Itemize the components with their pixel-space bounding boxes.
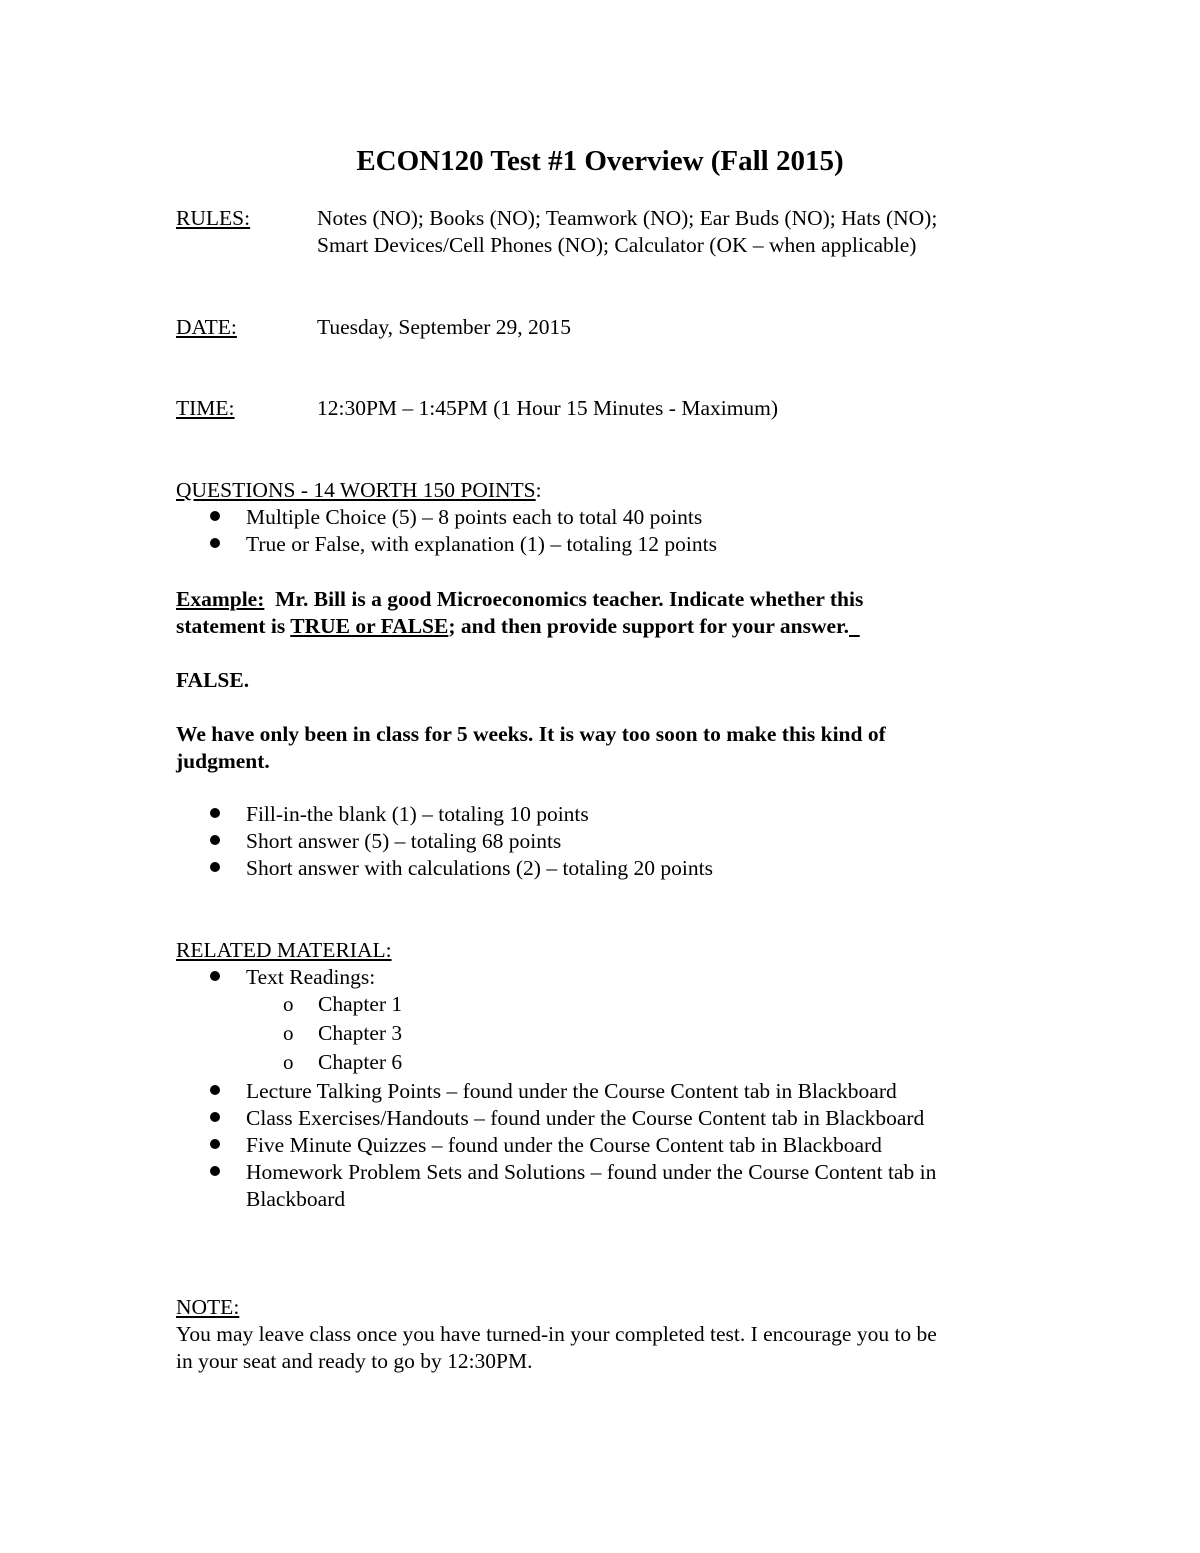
example-explanation-line-2: judgment. [176,749,270,773]
chapter-item: Chapter 3 [318,1021,403,1045]
related-item: Five Minute Quizzes – found under the Course Content tab in Blackboard [246,1133,882,1157]
bullet-icon [210,808,220,818]
note-heading: NOTE: [176,1295,240,1319]
questions-heading: QUESTIONS - 14 WORTH 150 POINTS: [176,478,542,502]
note-line-1: You may leave class once you have turned-in your completed test. I encourage you to be [176,1322,937,1346]
time-label: TIME: [176,396,235,420]
bullet-icon [210,1085,220,1095]
question-item: Short answer with calculations (2) – totaling 20 points [246,856,713,880]
rules-line-1: Notes (NO); Books (NO); Teamwork (NO); Ear Buds (NO); Hats (NO); [317,206,938,230]
related-item: Homework Problem Sets and Solutions – found under the Course Content tab in [246,1160,937,1184]
example-label: Example: [176,587,265,611]
related-item-text-readings: Text Readings: [246,965,376,989]
question-item: Multiple Choice (5) – 8 points each to total 40 points [246,505,703,529]
page-title: ECON120 Test #1 Overview (Fall 2015) [356,145,844,177]
question-item: Fill-in-the blank (1) – totaling 10 points [246,802,589,826]
date-value: Tuesday, September 29, 2015 [317,315,572,339]
chapter-item: Chapter 6 [318,1050,403,1074]
example-answer: FALSE. [176,668,250,692]
circle-bullet-icon: o [283,1021,294,1045]
chapter-item: Chapter 1 [318,992,403,1016]
related-item: Lecture Talking Points – found under the Course Content tab in Blackboard [246,1079,897,1103]
note-line-2: in your seat and ready to go by 12:30PM. [176,1349,533,1373]
bullet-icon [210,538,220,548]
rules-label: RULES: [176,206,251,230]
bullet-icon [210,835,220,845]
example-line-2: statement is TRUE or FALSE; and then provide support for your answer. [176,614,849,638]
rules-line-2: Smart Devices/Cell Phones (NO); Calculator (OK – when applicable) [317,233,917,257]
bullet-icon [210,1139,220,1149]
question-item: True or False, with explanation (1) – totaling 12 points [246,532,717,556]
question-item: Short answer (5) – totaling 68 points [246,829,562,853]
example-line-1: Example: Mr. Bill is a good Microeconomics teacher. Indicate whether this [176,587,864,611]
time-value: 12:30PM – 1:45PM (1 Hour 15 Minutes - Maximum) [317,396,779,420]
circle-bullet-icon: o [283,1050,294,1074]
date-label: DATE: [176,315,237,339]
circle-bullet-icon: o [283,992,294,1016]
related-item-continuation: Blackboard [246,1187,346,1211]
bullet-icon [210,971,220,981]
bullet-icon [210,1166,220,1176]
related-heading: RELATED MATERIAL: [176,938,392,962]
related-item: Class Exercises/Handouts – found under the Course Content tab in Blackboard [246,1106,925,1130]
example-explanation-line-1: We have only been in class for 5 weeks. It is way too soon to make this kind of [176,722,886,746]
bullet-icon [210,862,220,872]
bullet-icon [210,511,220,521]
bullet-icon [210,1112,220,1122]
